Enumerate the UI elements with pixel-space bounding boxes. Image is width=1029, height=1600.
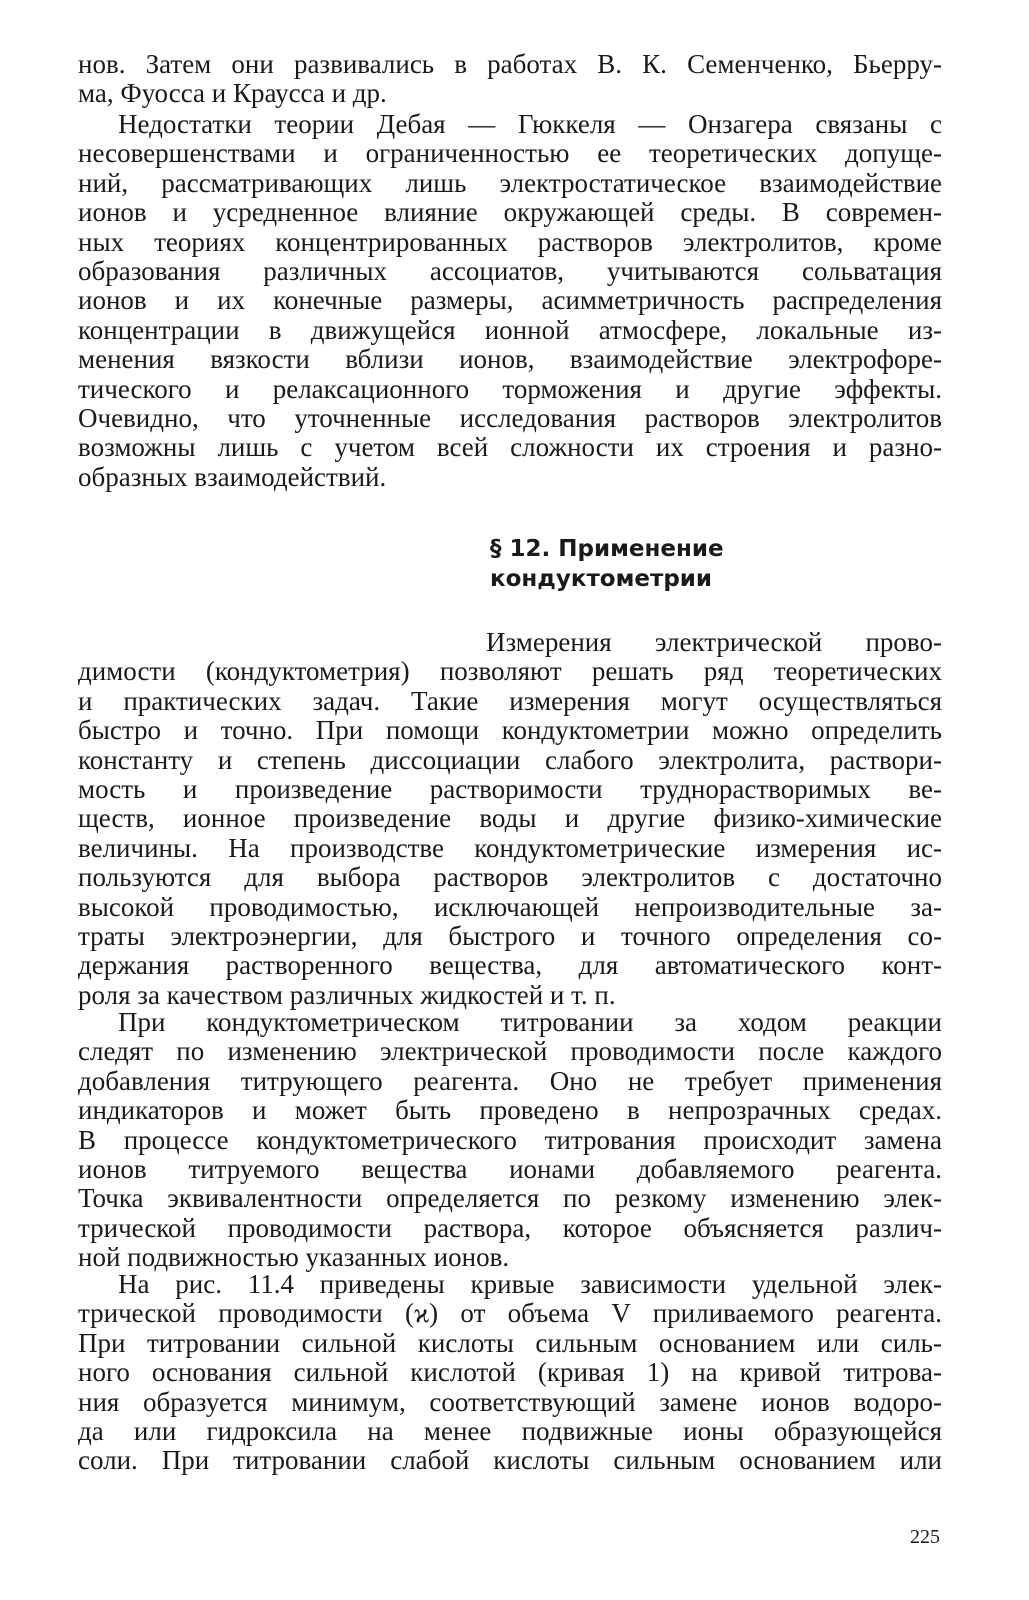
text-line: да или гидроксила на менее подвижные ионы образующейся (78, 1416, 942, 1447)
text-line: ний, рассматривающих лишь электростатическое взаимодействие (78, 167, 942, 198)
text-line: ных теориях концентрированных растворов электролитов, кроме (78, 226, 942, 257)
text-line: траты электроэнергии, для быстрого и точного определения со- (78, 921, 942, 952)
text-line: следят по изменению электрической проводимости после каждого (78, 1036, 942, 1067)
text-line: тического и релаксационного торможения и другие эффекты. (78, 373, 942, 404)
text-line: индикаторов и может быть проведено в непрозрачных средах. (78, 1095, 942, 1126)
text-line: ного основания сильной кислотой (кривая 1) на кривой титрова- (78, 1357, 942, 1388)
paragraph-theory-limitations (78, 110, 942, 492)
text-line: возможны лишь с учетом всей сложности их строения и разно- (78, 432, 942, 463)
text-line: ния образуется минимум, соответствующий замене ионов водоро- (78, 1386, 942, 1417)
paragraph-figure-reference (78, 1270, 942, 1476)
section-heading-line: кондуктометрии (490, 566, 713, 592)
text-line: добавления титрующего реагента. Оно не требует применения (78, 1065, 942, 1096)
text-line: держания растворенного вещества, для автоматического конт- (78, 950, 942, 981)
paragraph-conductometric-titration (78, 1008, 942, 1273)
section-heading-line: § 12. Применение (490, 536, 724, 562)
page-number: 225 (910, 1526, 940, 1548)
paragraph-intro-continuation (78, 50, 942, 109)
text-line: ной подвижностью указанных ионов. (78, 1242, 510, 1273)
text-line: менения вязкости вблизи ионов, взаимодействие электрофоре- (78, 344, 942, 375)
text-line: На рис. 11.4 приведены кривые зависимости удельной элек- (118, 1269, 942, 1299)
text-line: В процессе кондуктометрического титрования происходит замена (78, 1124, 942, 1155)
text-line: ма, Фуосса и Краусса и др. (78, 78, 387, 109)
text-line: и практических задач. Такие измерения могут осуществляться (78, 685, 942, 716)
paragraph-conductometry-uses (78, 628, 942, 1010)
text-line: димости (кондуктометрия) позволяют решать ряд теоретических (78, 656, 942, 687)
text-line: нов. Затем они развивались в работах В. К. Семенченко, Бьерру- (78, 49, 942, 79)
text-line: образования различных ассоциатов, учитываются сольватация (78, 256, 942, 287)
text-line: величины. На производстве кондуктометрические измерения ис- (78, 832, 942, 863)
text-line: Измерения электрической прово- (486, 627, 942, 657)
text-line: ионов титруемого вещества ионами добавляемого реагента. (78, 1154, 942, 1185)
text-line: ществ, ионное произведение воды и другие физико-химические (78, 803, 942, 834)
text-line: быстро и точно. При помощи кондуктометрии можно определить (78, 715, 942, 746)
text-line: концентрации в движущейся ионной атмосфере, локальные из- (78, 314, 942, 345)
text-line: трической проводимости раствора, которое объясняется различ- (78, 1212, 942, 1243)
text-line: Точка эквивалентности определяется по резкому изменению элек- (78, 1183, 942, 1214)
section-heading (490, 534, 790, 594)
text-line: трической проводимости (ϰ) от объема V приливаемого реагента. (78, 1298, 942, 1329)
text-line: Недостатки теории Дебая — Гюккеля — Онзагера связаны с (118, 109, 942, 139)
text-line: высокой проводимостью, исключающей непроизводительные за- (78, 891, 942, 922)
text-line: При титровании сильной кислоты сильным основанием или силь- (78, 1327, 942, 1358)
text-line: роля за качеством различных жидкостей и т. п. (78, 979, 616, 1010)
text-line: константу и степень диссоциации слабого электролита, раствори- (78, 744, 942, 775)
text-line: При кондуктометрическом титровании за ходом реакции (118, 1007, 942, 1037)
text-line: пользуются для выбора растворов электролитов с достаточно (78, 862, 942, 893)
text-line: несовершенствами и ограниченностью ее теоретических допуще- (78, 138, 942, 169)
text-line: Очевидно, что уточненные исследования растворов электролитов (78, 403, 942, 434)
text-line: ионов и усредненное влияние окружающей среды. В современ- (78, 197, 942, 228)
text-line: мость и произведение растворимости труднорастворимых ве- (78, 774, 942, 805)
text-line: соли. При титровании слабой кислоты сильным основанием или (78, 1445, 942, 1476)
text-line: ионов и их конечные размеры, асимметричность распределения (78, 285, 942, 316)
text-line: образных взаимодействий. (78, 461, 387, 492)
